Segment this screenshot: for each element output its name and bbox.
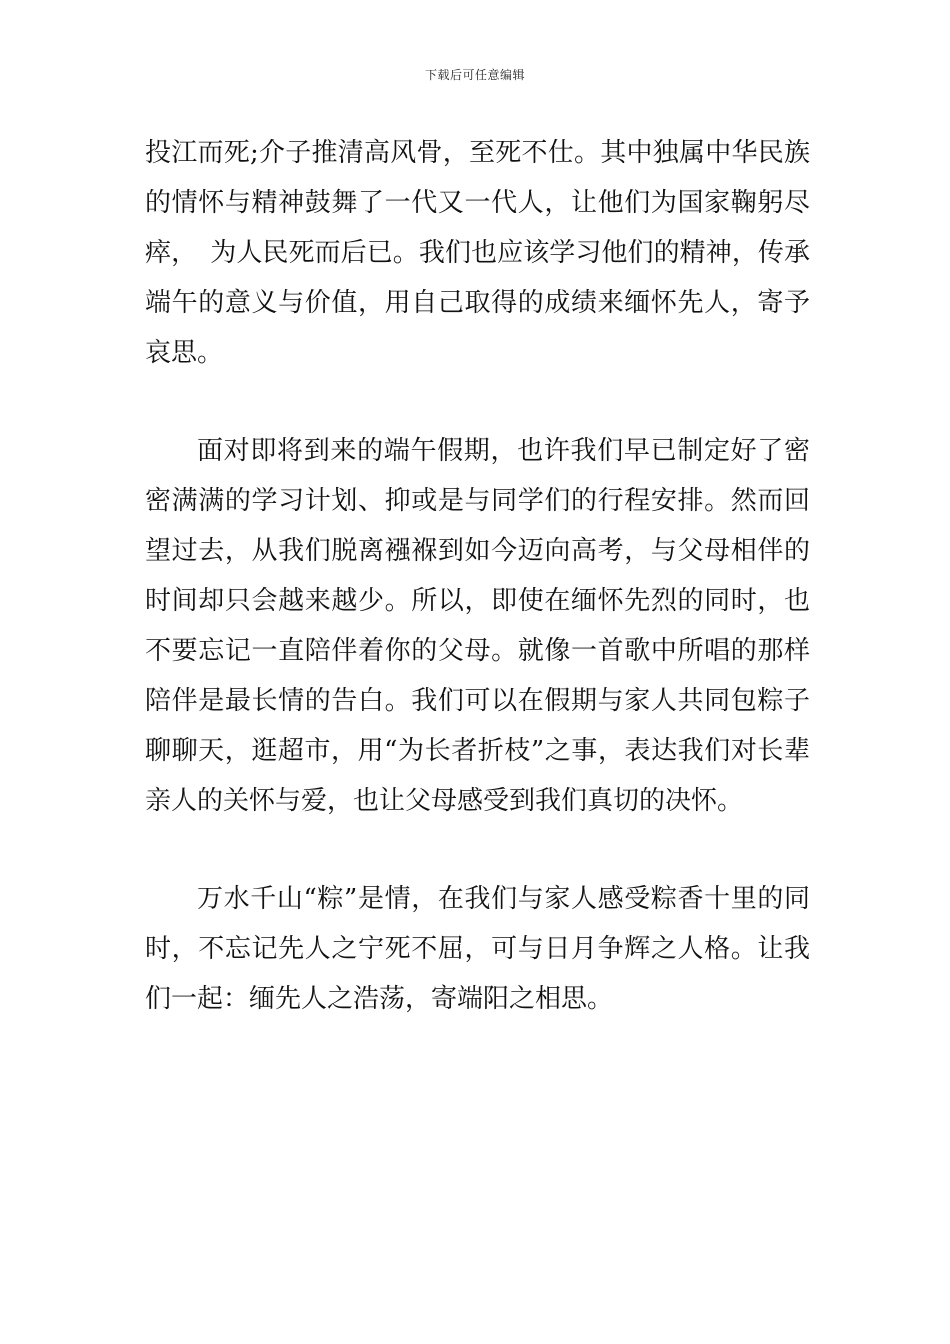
page-header: 下载后可任意编辑 — [424, 68, 525, 82]
paragraph-1: 投江而死;介子推清高风骨，至死不仕。其中独属中华民族的情怀与精神鼓舞了一代又一代人，让他们为国家鞠躬尽瘁， 为人民死而后已。我们也应该学习他们的精神，传承端午的意义与价值，用自己取得的成绩来缅怀先人，寄予哀思。 — [145, 138, 810, 368]
paragraph-2: 面对即将到来的端午假期，也许我们早已制定好了密密满满的学习计划、抑或是与同学们的行程安排。然而回望过去，从我们脱离襁褓到如今迈向高考，与父母相伴的时间却只会越来越少。所以，即使在缅怀先烈的同时，也不要忘记一直陪伴着你的父母。就像一首歌中所唱的那样陪伴是最长情的告白。我们可以在假期与家人共同包粽子聊聊天，逛超市，用“为长者折枝”之事，表达我们对长辈亲人的关怀与爱，也让父母感受到我们真切的决怀。 — [145, 436, 810, 816]
paragraph-spacer — [145, 826, 810, 874]
document-body — [145, 128, 810, 1024]
paragraph-spacer — [145, 378, 810, 426]
paragraph-3: 万水千山“粽”是情，在我们与家人感受粽香十里的同时，不忘记先人之宁死不屈，可与日月争辉之人格。让我们一起：缅先人之浩荡，寄端阳之相思。 — [145, 884, 810, 1014]
